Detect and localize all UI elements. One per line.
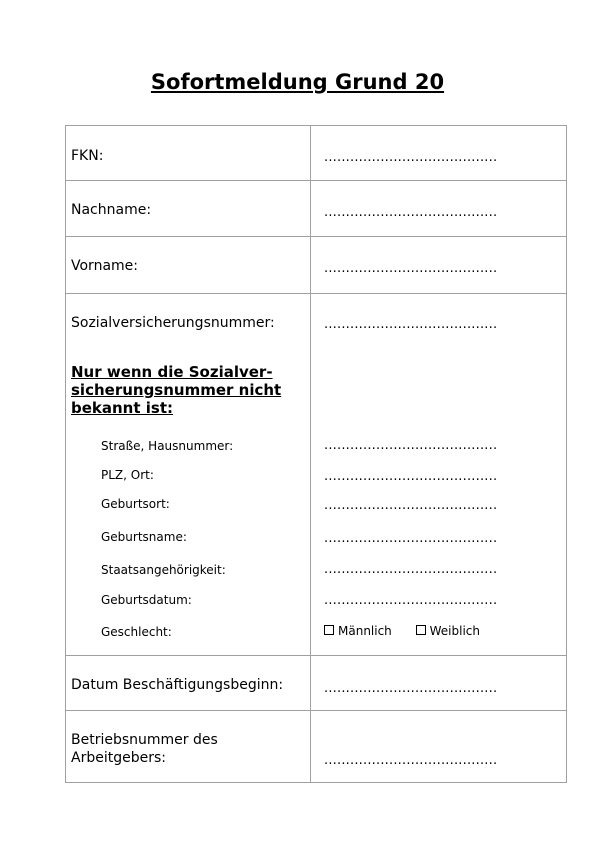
value-cell[interactable] [311, 126, 567, 181]
checkbox-icon[interactable] [324, 625, 334, 635]
label-cell [66, 294, 311, 656]
staat-field[interactable]: ........................................ [324, 562, 498, 577]
option-weiblich[interactable] [416, 624, 480, 638]
label-cell [66, 181, 311, 237]
value-cell[interactable] [311, 181, 567, 237]
geburtsdatum-field[interactable]: ........................................ [324, 593, 498, 608]
option-maennlich[interactable] [324, 624, 392, 638]
option-label: Weiblich [429, 624, 480, 638]
page-title: Sofortmeldung Grund 20 [150, 70, 445, 94]
geburtsname-field[interactable]: ........................................ [324, 531, 498, 546]
betrieb-field[interactable]: ........................................ [324, 753, 498, 768]
plz-label: PLZ, Ort: [101, 468, 154, 482]
option-label: Männlich [338, 624, 392, 638]
staat-label: Staatsangehörigkeit: [101, 563, 226, 577]
gender-options [324, 624, 480, 638]
vorname-label: Vorname: [71, 258, 138, 274]
label-cell [66, 126, 311, 181]
label-cell [66, 656, 311, 711]
label-cell [66, 711, 311, 783]
row-datum [66, 656, 567, 711]
datum-label: Datum Beschäftigungsbeginn: [71, 677, 284, 693]
strasse-field[interactable]: ........................................ [324, 438, 498, 453]
geburtsname-label: Geburtsname: [101, 530, 187, 544]
row-vorname [66, 237, 567, 294]
plz-field[interactable]: ........................................ [324, 469, 498, 484]
svnr-unknown-note: Nur wenn die Sozialver-sicherungsnummer nicht bekannt ist: [71, 363, 282, 417]
row-fkn [66, 126, 567, 181]
vorname-field[interactable]: ........................................ [324, 261, 498, 276]
nachname-field[interactable]: ........................................ [324, 205, 498, 220]
row-betriebsnummer [66, 711, 567, 783]
value-cell[interactable] [311, 711, 567, 783]
geschlecht-label: Geschlecht: [101, 625, 172, 639]
svnr-field[interactable]: ........................................ [324, 317, 498, 332]
strasse-label: Straße, Hausnummer: [101, 439, 234, 453]
fkn-label: FKN: [71, 148, 104, 164]
datum-field[interactable]: ........................................ [324, 681, 498, 696]
form-table [65, 125, 567, 783]
value-cell[interactable] [311, 237, 567, 294]
fkn-field[interactable]: ........................................ [324, 150, 498, 165]
value-cell [311, 294, 567, 656]
checkbox-icon[interactable] [416, 625, 426, 635]
betrieb-label: Betriebsnummer des Arbeitgebers: [71, 732, 218, 766]
label-cell [66, 237, 311, 294]
geburtsort-field[interactable]: ........................................ [324, 498, 498, 513]
svnr-label: Sozialversicherungsnummer: [71, 315, 275, 331]
nachname-label: Nachname: [71, 202, 152, 218]
row-nachname [66, 181, 567, 237]
value-cell[interactable] [311, 656, 567, 711]
geburtsdatum-label: Geburtsdatum: [101, 593, 192, 607]
row-sozialversicherung [66, 294, 567, 656]
geburtsort-label: Geburtsort: [101, 497, 170, 511]
